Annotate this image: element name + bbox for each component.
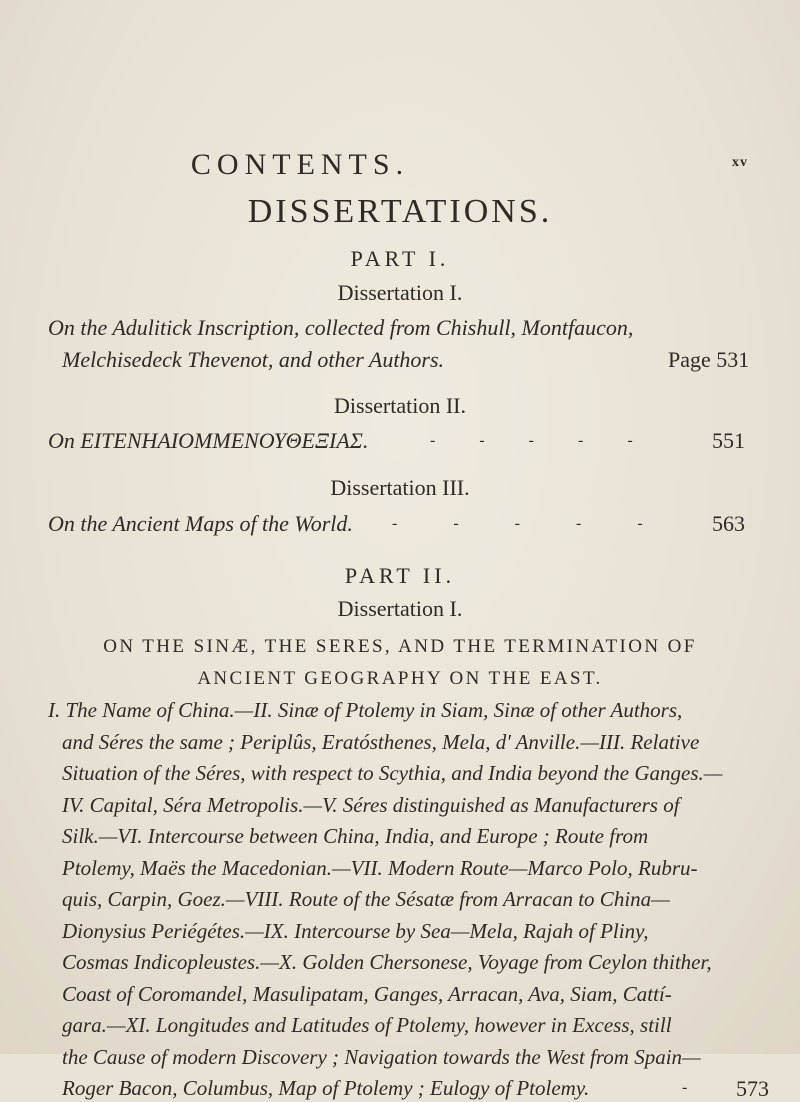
running-header-page-number: xv — [732, 155, 748, 170]
dot-leader: - — [682, 1079, 688, 1096]
part-one-heading: PART I. — [350, 246, 450, 271]
summary-line: Roger Bacon, Columbus, Map of Ptolemy ; Eulogy of Ptolemy. — [62, 1076, 590, 1100]
dissertation-two-page: 551 — [712, 428, 745, 453]
summary-line: IV. Capital, Séra Metropolis.—V. Séres distinguished as Manufacturers of — [62, 792, 680, 817]
part-two-heading: PART II. — [344, 563, 456, 588]
part-two-dissertation-one-heading: Dissertation I. — [337, 596, 463, 621]
part-two-subject-line-1: ON THE SINÆ, THE SERES, AND THE TERMINATION OF — [103, 636, 697, 657]
summary-line: gara.—XI. Longitudes and Latitudes of Ptolemy, however in Excess, still — [62, 1013, 672, 1037]
part-one-dissertation-three-heading: Dissertation III. — [330, 475, 470, 500]
part-one-dissertation-two-heading: Dissertation II. — [334, 393, 466, 418]
summary-line: I. The Name of China.—II. Sinæ of Ptolemy in Siam, Sinæ of other Authors, — [48, 698, 683, 722]
part-one-dissertation-one-heading: Dissertation I. — [337, 280, 463, 305]
running-header-title: CONTENTS. — [190, 148, 410, 181]
dissertation-one-title-line-2: Melchisedeck Thevenot, and other Authors. — [62, 347, 445, 372]
summary-line: Silk.—VI. Intercourse between China, India, and Europe ; Route from — [62, 824, 649, 848]
summary-line: quis, Carpin, Goez.—VIII. Route of the Sésatæ from Arracan to China— — [62, 887, 670, 911]
dissertation-two-title: On ΕΙΤΕΝΗΑΙΟΜΜΕΝΟΥΘΕΞΙΑΣ. — [48, 428, 369, 453]
dissertation-part-two-page: 573 — [736, 1076, 769, 1101]
dissertation-three-title: On the Ancient Maps of the World. — [48, 511, 353, 536]
summary-line: and Séres the same ; Periplûs, Eratósthenes, Mela, d' Anville.—III. Relative — [62, 729, 700, 754]
dot-leader: ----- — [392, 515, 699, 532]
section-title: DISSERTATIONS. — [247, 193, 553, 230]
summary-line: Situation of the Séres, with respect to Scythia, and India beyond the Ganges.— — [62, 761, 723, 785]
dissertation-one-title-line-1: On the Adulitick Inscription, collected from Chishull, Montfaucon, — [48, 315, 634, 340]
dissertation-one-page: Page 531 — [668, 347, 750, 372]
part-two-subject-line-2: ANCIENT GEOGRAPHY ON THE EAST. — [197, 668, 603, 689]
summary-line: Dionysius Periégétes.—IX. Intercourse by Sea—Mela, Rajah of Pliny, — [62, 918, 649, 943]
summary-line: Ptolemy, Maës the Macedonian.—VII. Modern Route—Marco Polo, Rubru- — [62, 855, 698, 880]
dissertation-three-page: 563 — [712, 511, 745, 536]
dot-leader: ----- — [430, 432, 677, 449]
summary-line: Cosmas Indicopleustes.—X. Golden Chersonese, Voyage from Ceylon thither, — [62, 950, 712, 974]
summary-line: Coast of Coromandel, Masulipatam, Ganges, Arracan, Ava, Siam, Cattí- — [62, 981, 672, 1006]
summary-line: the Cause of modern Discovery ; Navigation towards the West from Spain— — [62, 1044, 701, 1069]
